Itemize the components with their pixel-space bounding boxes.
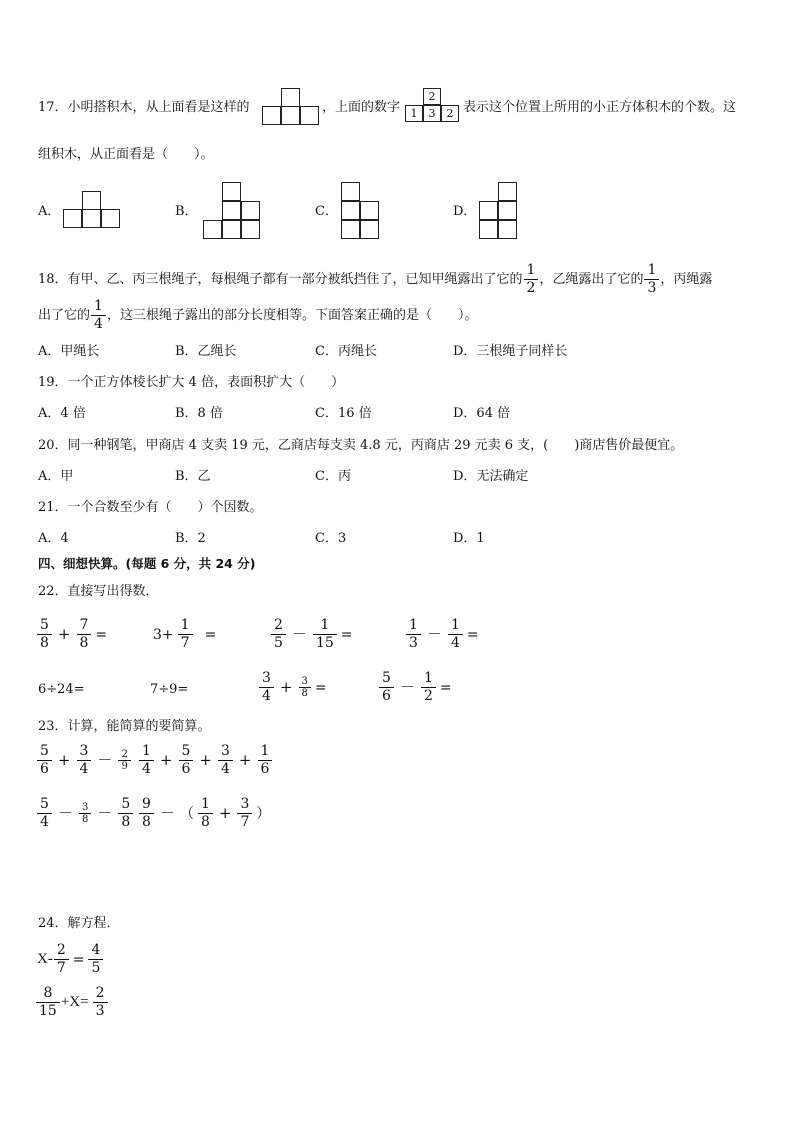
- q20-option-a: A．甲: [38, 469, 74, 484]
- q21-option-d: D．1: [453, 531, 485, 546]
- q22-expression-2: 3+ $\frac{1}{7}$ =: [153, 617, 217, 651]
- q19-option-a: A．4 倍: [38, 406, 86, 421]
- q18-option-b: B．乙绳长: [175, 344, 237, 359]
- q19-option-c: C．16 倍: [315, 406, 372, 421]
- q24-equation-1: X- $\frac{2}{7}$ = $\frac{4}{5}$: [37, 942, 104, 977]
- q18-text-part2: ，乙绳露出了它的: [539, 271, 644, 287]
- q17-text-part3: 表示这个位置上所用的小正方体积木的个数。这: [463, 100, 737, 115]
- q22-title: 22．直接写出得数．: [38, 584, 159, 599]
- q18-fraction-2: $\frac{1}{3}$: [644, 262, 659, 297]
- q18-text-part3: ，丙绳露: [660, 271, 713, 287]
- q17-text-line2: 组积木，从正面看是（ ）。: [38, 147, 214, 162]
- q17-top-view-figure: [262, 88, 320, 126]
- q24-equation-2: $\frac{8}{15}$ +X= $\frac{2}{3}$: [35, 985, 109, 1020]
- q22-expression-1: $\frac{5}{8}$ + $\frac{7}{8}$ =: [36, 617, 107, 652]
- q17-number-figure: [405, 88, 461, 124]
- q18-option-c: C．丙绳长: [315, 344, 377, 359]
- q18-fraction-1: $\frac{1}{2}$: [524, 262, 539, 297]
- q17-number-left: 1: [405, 105, 423, 122]
- q20-option-d: D．无法确定: [453, 469, 529, 484]
- q23-expression-4: $\frac{9}{8}$ － （ $\frac{1}{8}$ + $\frac{3}{7}$ ）: [138, 796, 270, 831]
- q17-text-part2: ，上面的数字: [322, 100, 401, 115]
- q23-expression-3: $\frac{5}{4}$ － $\frac{3}{8}$ － $\frac{5}{8}$: [36, 796, 134, 831]
- q17-option-d-label: D．: [453, 204, 477, 219]
- q20-option-b: B．乙: [175, 469, 211, 484]
- q18-text-part1: 18．有甲、乙、丙三根绳子，每根绳子都有一部分被纸挡住了，已知甲绳露出了它的: [38, 271, 523, 287]
- q17-option-b-label: B．: [175, 204, 198, 219]
- q17-option-c-label: C．: [315, 204, 338, 219]
- q20-option-c: C．丙: [315, 469, 351, 484]
- q22-expression-5: 6÷24=: [38, 682, 85, 697]
- q17-number-top: 2: [423, 88, 441, 105]
- q21-option-a: A．4: [38, 531, 69, 546]
- q19-option-d: D．64 倍: [453, 406, 511, 421]
- q24-title: 24．解方程．: [38, 916, 120, 931]
- q19-text: 19．一个正方体棱长扩大 4 倍，表面积扩大（ ）: [38, 375, 345, 390]
- q23-title: 23．计算，能简算的要简算。: [38, 719, 211, 734]
- q17-text-part1: 17．小明搭积木，从上面看是这样的: [38, 100, 250, 115]
- q21-option-b: B．2: [175, 531, 206, 546]
- q19-option-b: B．8 倍: [175, 406, 223, 421]
- q21-text: 21．一个合数至少有（ ）个因数。: [38, 500, 263, 515]
- section-4-heading: 四、细想快算。(每题 6 分，共 24 分): [38, 556, 256, 571]
- q18-text-part5: ，这三根绳子露出的部分长度相等。下面答案正确的是（ ）。: [106, 307, 478, 323]
- q22-expression-7: $\frac{3}{4}$ + $\frac{3}{8}$ =: [258, 670, 327, 705]
- q17-number-mid: 3: [423, 105, 441, 122]
- q22-expression-6: 7÷9=: [150, 682, 189, 697]
- q22-expression-8: $\frac{5}{6}$ － $\frac{1}{2}$ =: [378, 670, 452, 705]
- q17-number-right: 2: [441, 105, 459, 122]
- q18-fraction-3: $\frac{1}{4}$: [91, 298, 106, 333]
- q18-line2: [38, 298, 477, 333]
- q18-text-part4: 出了它的: [38, 307, 91, 323]
- q23-expression-1: $\frac{5}{6}$ + $\frac{3}{4}$ － $\frac{2}{9}$: [36, 743, 132, 778]
- q17-option-a-label: A．: [38, 204, 61, 219]
- q23-expression-2: $\frac{1}{4}$ + $\frac{5}{6}$ + $\frac{3}{4}$ + $\frac{1}{6}$: [138, 743, 273, 778]
- q20-text: 20．同一种钢笔，甲商店 4 支卖 19 元，乙商店每支卖 4.8 元，丙商店 29 元卖 6 支，( )商店售价最便宜。: [38, 438, 684, 453]
- q18-option-a: A．甲绳长: [38, 344, 100, 359]
- q18-line1: [38, 262, 712, 297]
- q22-expression-4: $\frac{1}{3}$ － $\frac{1}{4}$ =: [405, 617, 479, 652]
- q21-option-c: C．3: [315, 531, 347, 546]
- q22-expression-3: $\frac{2}{5}$ － $\frac{1}{15}$ =: [270, 617, 353, 652]
- q18-option-d: D．三根绳子同样长: [453, 344, 568, 359]
